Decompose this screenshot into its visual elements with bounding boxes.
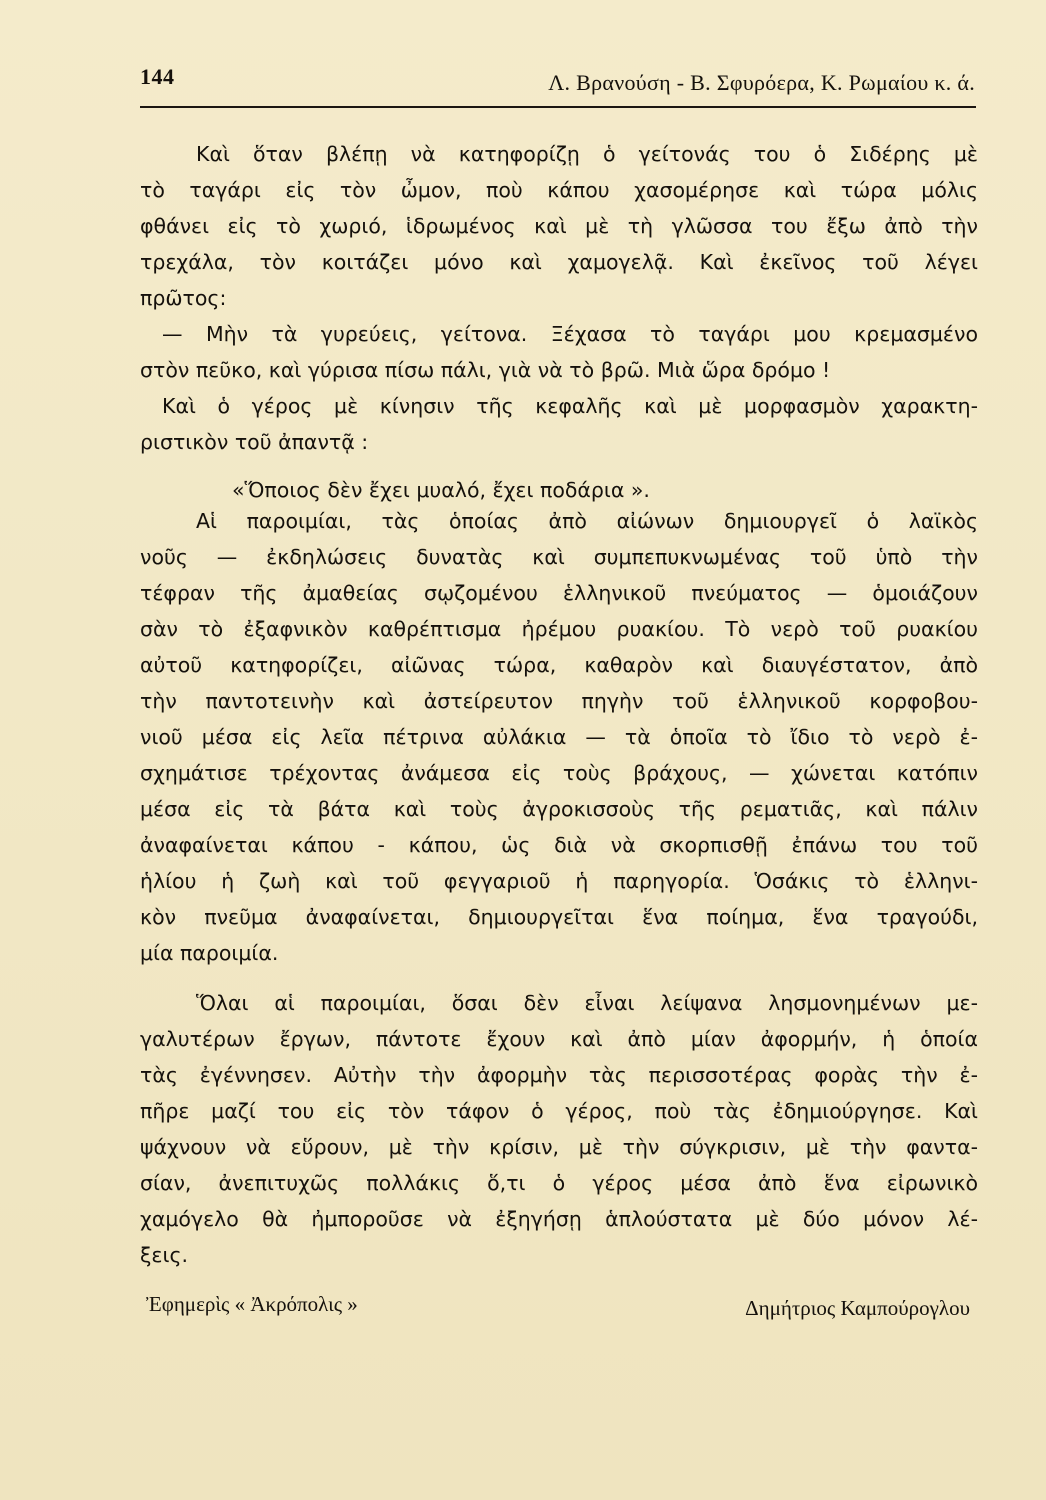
text-line: τρεχάλα, τὸν κοιτάζει μόνο καὶ χαμογελᾷ. Καὶ ἐκεῖνος τοῦ λέγει [140,250,978,274]
text-line: τὰς ἐγέννησεν. Αὐτὴν τὴν ἀφορμὴν τὰς περισσοτέρας φορὰς τὴν ἐ- [140,1063,978,1087]
text-line: μία παροιμία. [140,941,279,965]
text-line: ἀναφαίνεται κάπου - κάπου, ὡς διὰ νὰ σκορπισθῇ ἐπάνω του τοῦ [140,833,978,857]
text-line: πῆρε μαζί του εἰς τὸν τάφον ὁ γέρος, ποὺ τὰς ἐδημιούργησε. Καὶ [140,1099,978,1123]
running-head: Λ. Βρανούση - Β. Σφυρόερα, Κ. Ρωμαίου κ. ά. [548,70,975,95]
text-line: ψάχνουν νὰ εὕρουν, μὲ τὴν κρίσιν, μὲ τὴν σύγκρισιν, μὲ τὴν φαντα- [140,1135,978,1159]
text-line: γαλυτέρων ἔργων, πάντοτε ἔχουν καὶ ἀπὸ μίαν ἀφορμήν, ἡ ὁποία [140,1027,978,1051]
source-citation: Ἐφημερὶς « Ἀκρόπολις » [146,1292,358,1316]
page-header [140,64,975,104]
paragraph-origins [140,985,978,1273]
text-line: νιοῦ μέσα εἰς λεῖα πέτρινα αὐλάκια — τὰ ὁποῖα τὸ ἴδιο τὸ νερὸ ἐ- [140,725,978,749]
paragraph-proverbs [140,503,978,971]
text-line: Ὅλαι αἱ παροιμίαι, ὅσαι δὲν εἶναι λείψανα λησμονημένων με- [196,991,978,1015]
text-line: στὸν πεῦκο, καὶ γύρισα πίσω πάλι, γιὰ νὰ τὸ βρῶ. Μιὰ ὥρα δρόμο ! [140,358,831,382]
text-line: μέσα εἰς τὰ βάτα καὶ τοὺς ἀγροκισσοὺς τῆς ρεματιᾶς, καὶ πάλιν [140,797,978,821]
text-line: αὐτοῦ κατηφορίζει, αἰῶνας τώρα, καθαρὸν καὶ διαυγέστατον, ἀπὸ [140,653,978,677]
text-line: σὰν τὸ ἐξαφνικὸν καθρέπτισμα ἠρέμου ρυακίου. Τὸ νερὸ τοῦ ρυακίου [140,617,978,641]
text-line: Καὶ ὁ γέρος μὲ κίνησιν τῆς κεφαλῆς καὶ μὲ μορφασμὸν χαρακτη- [162,394,978,418]
citation-footer [140,1292,978,1332]
paragraph-dialogue [140,136,978,508]
author-name: Δημήτριος Καμπούρογλου [745,1296,970,1320]
page-number: 144 [140,64,175,89]
header-rule [140,106,976,108]
text-line: τέφραν τῆς ἀμαθείας σῳζομένου ἑλληνικοῦ πνεύματος — ὁμοιάζουν [140,581,978,605]
text-line: σίαν, ἀνεπιτυχῶς πολλάκις ὅ,τι ὁ γέρος μέσα ἀπὸ ἕνα εἰρωνικὸ [140,1171,978,1195]
text-line: τὸ ταγάρι εἰς τὸν ὦμον, ποὺ κάπου χασομέρησε καὶ τώρα μόλις [140,178,978,202]
text-line: ριστικὸν τοῦ ἀπαντᾷ : [140,430,369,454]
text-line: σχημάτισε τρέχοντας ἀνάμεσα εἰς τοὺς βράχους, — χώνεται κατόπιν [140,761,978,785]
text-line: νοῦς — ἐκδηλώσεις δυνατὰς καὶ συμπεπυκνωμένας τοῦ ὑπὸ τὴν [140,545,978,569]
text-line: Καὶ ὅταν βλέπῃ νὰ κατηφορίζῃ ὁ γείτονάς του ὁ Σιδέρης μὲ [196,142,978,166]
text-line: ξεις. [140,1243,188,1267]
text-line: — Μὴν τὰ γυρεύεις, γείτονα. Ξέχασα τὸ ταγάρι μου κρεμασμένο [162,322,978,346]
text-line: τὴν παντοτεινὴν καὶ ἀστείρευτον πηγὴν τοῦ ἑλληνικοῦ κορφοβου- [140,689,978,713]
text-line: φθάνει εἰς τὸ χωριό, ἱδρωμένος καὶ μὲ τὴ γλῶσσα του ἔξω ἀπὸ τὴν [140,214,978,238]
text-line: κὸν πνεῦμα ἀναφαίνεται, δημιουργεῖται ἕνα ποίημα, ἕνα τραγούδι, [140,905,978,929]
proverb-quote: «Ὅποιος δὲν ἔχει μυαλό, ἔχει ποδάρια ». [232,478,650,502]
text-line: ἡλίου ἡ ζωὴ καὶ τοῦ φεγγαριοῦ ἡ παρηγορία. Ὁσάκις τὸ ἑλληνι- [140,869,978,893]
text-line: χαμόγελο θὰ ἠμποροῦσε νὰ ἐξηγήσῃ ἁπλούστατα μὲ δύο μόνον λέ- [140,1207,978,1231]
text-line: Αἱ παροιμίαι, τὰς ὁποίας ἀπὸ αἰώνων δημιουργεῖ ὁ λαϊκὸς [196,509,978,533]
text-line: πρῶτος: [140,286,227,310]
